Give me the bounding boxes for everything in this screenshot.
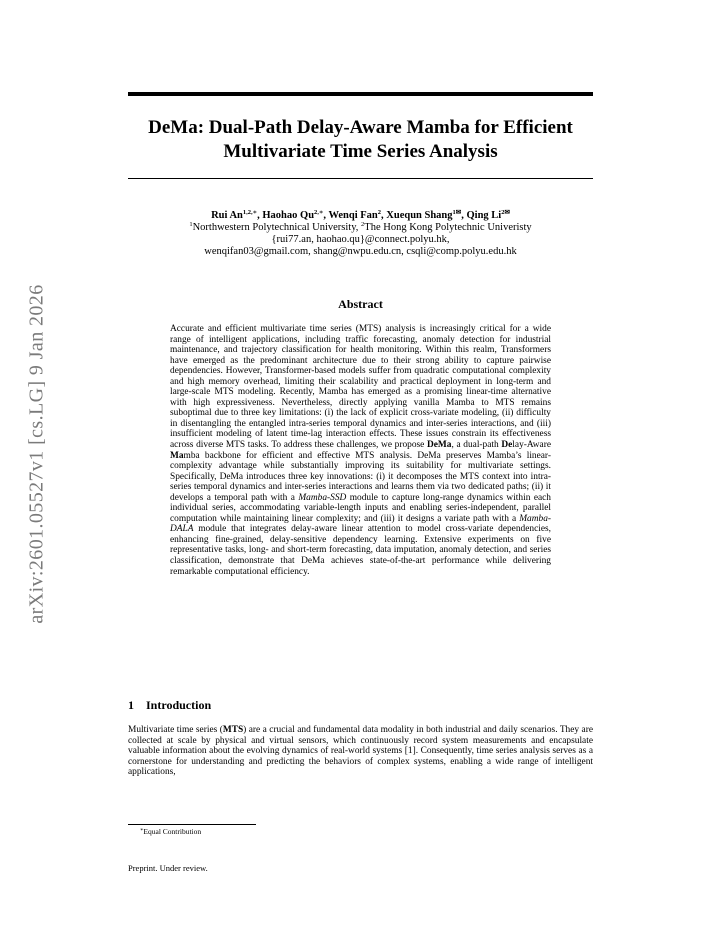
- intro-text: ) are a crucial and fundamental data modality in both industrial and daily scenarios. They are collected at scale by physical and virtual sensors, which continuously record system measurements and encapsulate valuable information about the evolving dynamics of real-world systems [1]. Consequently, time series analysis serves as a cornerstone for understanding and predicting the behaviors of complex systems, enabling a wide range of intelligent applications,: [128, 725, 593, 778]
- title-top-rule: [128, 92, 593, 96]
- abstract-italic: Mamba-DALA: [170, 513, 551, 535]
- footnote: [140, 827, 201, 836]
- abstract-text: Accurate and efficient multivariate time series (MTS) analysis is increasingly critical for a wide range of intelligent applications, including traffic forecasting, anomaly detection for industrial maintenance, and trajectory classification for health monitoring. Within this realm, Transformers have emerged as the predominant architecture due to their strong ability to capture pairwise dependencies. However, Transformer-based models suffer from quadratic computational complexity and high memory overhead, limiting their scalability and practical deployment in long-term and large-scale MTS modeling. Recently, Mamba has emerged as a promising linear-time alternative with high expressiveness. Nevertheless, directly applying vanilla Mamba to MTS remains suboptimal due to three key limitations: (i) the lack of explicit cross-variate modeling, (ii) difficulty in disentangling the entangled intra-series temporal dynamics and inter-series interactions, and (iii) insufficient modeling of latent time-lag interaction effects. These issues constrain its effectiveness across diverse MTS tasks. To address these challenges, we propose: [170, 324, 551, 451]
- author-superscript: 1,2,∗: [242, 209, 258, 216]
- author-emails-line-2: wenqifan03@gmail.com, shang@nwpu.edu.cn, csqli@comp.polyu.edu.hk: [204, 246, 517, 257]
- abstract-text: module that integrates delay-aware linear attention to model cross-variate dependencies, enhancing fine-grained, delay-sensitive dependency learning. Extensive experiments on five representative tasks, long- and short-term forecasting, data imputation, anomaly detection, and series classification, demonstrate that DeMa achieves state-of-the-art performance while delivering remarkable computational efficiency.: [170, 524, 551, 577]
- abstract-text: module to capture long-range dynamics within each individual series, accommodating variable-length inputs and enabling series-independent, parallel computation while maintaining linear complexity; and (iii) it designs a variate path with a: [170, 492, 551, 524]
- title-bottom-rule: [128, 178, 593, 179]
- footnote-text: Equal Contribution: [143, 827, 202, 836]
- author-name: Qing Li: [466, 210, 502, 221]
- section-number: 1: [128, 698, 134, 712]
- abstract-text: , a dual-path: [451, 440, 502, 451]
- author-superscript: 2: [377, 209, 382, 216]
- arxiv-side-stamp: arXiv:2601.05527v1 [cs.LG] 9 Jan 2026: [25, 284, 48, 624]
- footnote-mark: ∗: [140, 828, 144, 833]
- affiliation-superscript: 2: [361, 221, 365, 228]
- abstract-italic: Mamba-SSD: [298, 492, 347, 503]
- abstract-emphasis: De: [501, 440, 513, 451]
- section-title: Introduction: [146, 698, 212, 712]
- author-block: [128, 210, 593, 258]
- section-heading-introduction: [128, 698, 211, 713]
- abstract-text: lay-Aware: [512, 440, 551, 451]
- author-superscript: 2,∗: [314, 209, 324, 216]
- author-superscript: 2✉: [501, 209, 510, 216]
- author-superscript: 1✉: [452, 209, 462, 216]
- abstract-text: mba backbone for efficient and effective MTS analysis. DeMa preserves Mamba’s linear-complexity advantage while substantially improving its suitability for multivariate settings. Specifically, DeMa introduces three key innovations: (i) it decomposes the MTS context into intra-series temporal dynamics and inter-series interactions and learns them via two dedicated paths; (ii) it develops a temporal path with a: [170, 450, 551, 503]
- author-name: Wenqi Fan: [328, 210, 378, 221]
- author-names: Rui $An^{1,2,∗}$, Haohao $Qu^{2,∗}$, Wenqi Fan$^2$, Xuequn Shang$^{1✉}$, Qing $Li^{2✉}$: [211, 209, 510, 221]
- affiliation-text: The Hong Kong Polytechnic Univeristy: [364, 222, 532, 233]
- abstract-body: [170, 324, 551, 577]
- author-affiliations: [128, 222, 593, 234]
- footnote-rule: [128, 824, 256, 825]
- abstract-heading: Abstract: [338, 297, 383, 311]
- author-emails-line-1: {rui77.an, haohao.qu}@connect.polyu.hk,: [271, 234, 450, 245]
- paper-title: DeMa: Dual-Path Delay-Aware Mamba for Efficient Multivariate Time Series Analysis: [148, 117, 573, 162]
- intro-text: Multivariate time series (: [128, 725, 223, 735]
- author-name: Xuequn Shang: [386, 210, 453, 221]
- affiliation-superscript: 1: [189, 221, 193, 228]
- abstract-emphasis: DeMa: [426, 440, 452, 451]
- author-name: Haohao Qu: [262, 210, 315, 221]
- intro-emphasis: MTS: [222, 725, 244, 735]
- preprint-notice: Preprint. Under review.: [128, 863, 208, 873]
- affiliation-text: Northwestern Polytechnical University,: [192, 222, 362, 233]
- abstract-emphasis: Ma: [170, 450, 184, 461]
- introduction-body: [128, 725, 593, 778]
- author-name: Rui An: [211, 210, 243, 221]
